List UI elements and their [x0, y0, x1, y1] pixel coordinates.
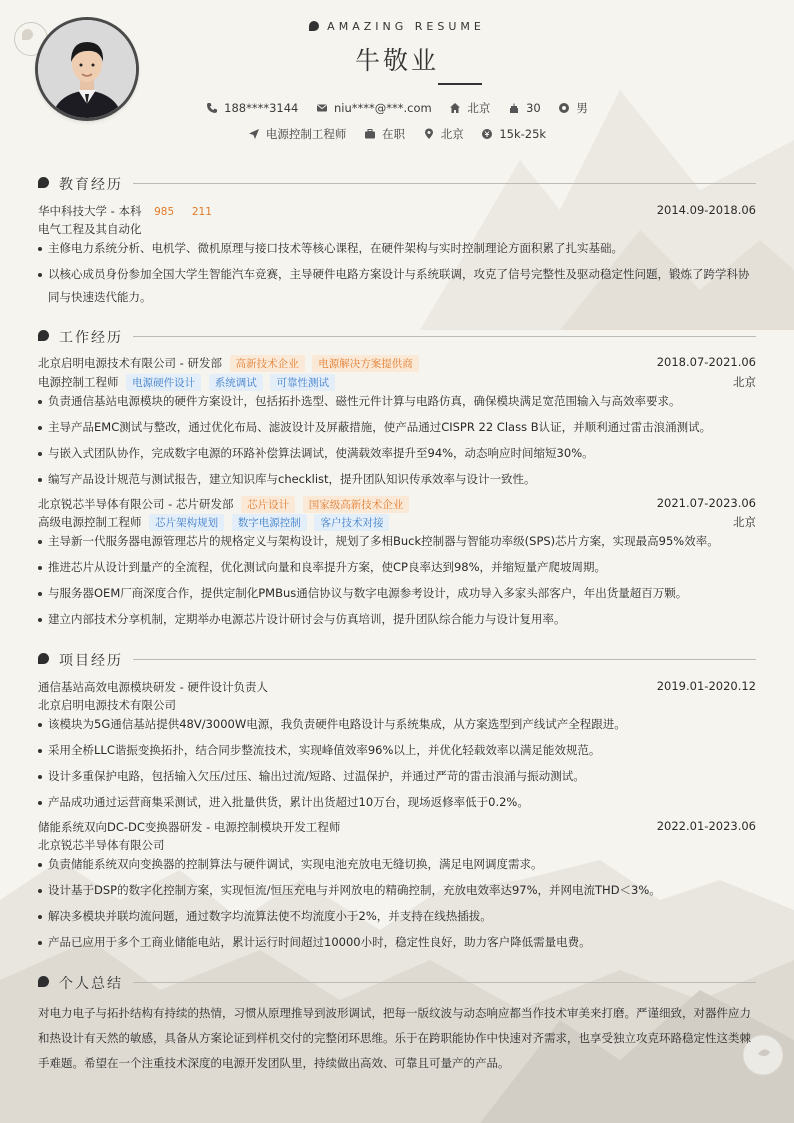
section-leaf-icon: [38, 330, 49, 341]
contact-email: niu****@***.com: [316, 101, 432, 115]
list-item: 主导产品EMC测试与整改，通过优化布局、滤波设计及屏蔽措施，使产品通过CISPR 22 Class B认证，并顺利通过雷击浪涌测试。: [38, 416, 758, 439]
section-leaf-icon: [38, 653, 49, 664]
briefcase-icon: [364, 128, 376, 140]
work-title-row: [38, 514, 756, 531]
contact-phone: 188****3144: [206, 101, 298, 115]
list-item: 产品已应用于多个工商业储能电站，累计运行时间超过10000小时，稳定性良好，助力客户降低需量电费。: [38, 931, 758, 954]
work-company-header: [38, 355, 756, 372]
list-item: 负责储能系统双向变换器的控制算法与硬件调试，实现电池充放电无缝切换，满足电网调度需求。: [38, 853, 758, 876]
project-company: 北京锐芯半导体有限公司: [38, 838, 165, 852]
project-company: 北京启明电源技术有限公司: [38, 698, 176, 712]
job-title: 电源控制工程师: [38, 375, 119, 389]
school-tag: 985: [154, 206, 175, 218]
skill-tag: 可靠性测试: [270, 374, 335, 391]
section-divider: [133, 183, 756, 184]
list-item: 与服务器OEM厂商深度合作，提供定制化PMBus通信协议与数字电源参考设计，成功导入多家头部客户，年出货量超百万颗。: [38, 582, 758, 605]
name-underline: [438, 83, 482, 85]
company-name: 北京启明电源技术有限公司 - 研发部: [38, 356, 222, 370]
list-item: 主导新一代服务器电源管理芯片的规格定义与架构设计，规划了多相Buck控制器与智能功率级(SPS)芯片方案，实现最高95%效率。: [38, 530, 758, 553]
project-date: 2019.01-2020.12: [656, 679, 756, 693]
contact-home: 北京: [449, 100, 490, 116]
section-divider: [133, 659, 756, 660]
list-item: 该模块为5G通信基站提供48V/3000W电源，我负责硬件电路设计与系统集成，从方案选型到产线试产全程跟进。: [38, 713, 758, 736]
section-title: 教育经历: [59, 177, 123, 193]
brand-tagline: [0, 20, 794, 33]
intent-status: 在职: [364, 126, 405, 142]
section-title: 工作经历: [59, 330, 123, 346]
education-date: 2014.09-2018.06: [656, 203, 756, 217]
list-item: 负责通信基站电源模块的硬件方案设计，包括拓扑选型、磁性元件计算与电路仿真，确保模块满足宽范围输入与高效率要求。: [38, 390, 758, 413]
candidate-name: 牛敬业: [354, 46, 439, 75]
list-item: 编写产品设计规范与测试报告，建立知识库与checklist，提升团队知识传承效率与设计一致性。: [38, 468, 758, 491]
contact-row: [0, 100, 794, 116]
list-item: 以核心成员身份参加全国大学生智能汽车竞赛，主导硬件电路方案设计与系统联调，攻克了信号完整性及驱动稳定性问题，锻炼了跨学科协同与快速迭代能力。: [38, 263, 758, 309]
list-item: 推进芯片从设计到量产的全流程，优化测试向量和良率提升方案，使CP良率达到98%，并缩短量产爬坡周期。: [38, 556, 758, 579]
section-divider: [133, 336, 756, 337]
skill-tag: 数字电源控制: [232, 514, 307, 531]
school-tag: 211: [191, 206, 212, 218]
company-tag: 高新技术企业: [230, 355, 305, 372]
list-item: 产品成功通过运营商集采测试，进入批量供货，累计出货超过10万台，现场返修率低于0.2%。: [38, 791, 758, 814]
education-header: [38, 203, 756, 219]
company-name: 北京锐芯半导体有限公司 - 芯片研发部: [38, 497, 234, 511]
salary-icon: [481, 128, 493, 140]
skill-tag: 电源硬件设计: [126, 374, 201, 391]
location-pin-icon: [423, 128, 435, 140]
list-item: 设计基于DSP的数字化控制方案，实现恒流/恒压充电与并网放电的精确控制，充放电效率达97%，并网电流THD＜3%。: [38, 879, 758, 902]
section-leaf-icon: [38, 976, 49, 987]
project-header: [38, 819, 756, 835]
company-tag: 电源解决方案提供商: [312, 355, 419, 372]
section-projects: [38, 650, 756, 668]
education-major: 电气工程及其自动化: [38, 222, 142, 236]
intent-city: 北京: [423, 126, 464, 142]
intent-salary: 15k-25k: [481, 127, 546, 141]
list-item: 采用全桥LLC谐振变换拓扑，结合同步整流技术，实现峰值效率96%以上，并优化轻载效率以满足能效规范。: [38, 739, 758, 762]
brand-leaf-icon: [309, 21, 319, 31]
list-item: 主修电力系统分析、电机学、微机原理与接口技术等核心课程，在硬件架构与实时控制理论方面积累了扎实基础。: [38, 237, 758, 260]
send-icon: [248, 128, 260, 140]
intent-position: 电源控制工程师: [248, 126, 347, 142]
project-name: 通信基站高效电源模块研发 - 硬件设计负责人: [38, 680, 268, 694]
home-icon: [449, 102, 461, 114]
skill-tag: 客户技术对接: [314, 514, 389, 531]
cake-icon: [508, 102, 520, 114]
mail-icon: [316, 102, 328, 114]
skill-tag: 芯片架构规划: [149, 514, 224, 531]
company-tag: 芯片设计: [241, 496, 295, 513]
skill-tag: 系统调试: [209, 374, 263, 391]
section-title: 项目经历: [59, 653, 123, 669]
work-company-header: [38, 496, 756, 513]
section-summary: [38, 973, 756, 991]
summary-text: 对电力电子与拓扑结构有持续的热情，习惯从原理推导到波形调试，把每一版纹波与动态响应都当作技术审美来打磨。严谨细致，对器件应力和热设计有天然的敏感，具备从方案论证到样机交付的完整闭环思维。乐于在跨职能协作中快速对齐需求，也享受独立攻克环路稳定性这类棘手难题。希望在一个注重技术深度的电源开发团队里，持续做出高效、可靠且可量产的产品。: [38, 1006, 751, 1070]
list-item: 设计多重保护电路，包括输入欠压/过压、输出过流/短路、过温保护，并通过严苛的雷击浪涌与振动测试。: [38, 765, 758, 788]
work-date: 2021.07-2023.06: [656, 496, 756, 510]
brand-text: AMAZING RESUME: [327, 20, 485, 33]
section-leaf-icon: [38, 177, 49, 188]
section-work: [38, 327, 756, 345]
list-item: 解决多模块并联均流问题，通过数字均流算法使不均流度小于2%，并支持在线热插拔。: [38, 905, 758, 928]
work-location: 北京: [733, 515, 756, 529]
job-intent-row: [0, 126, 794, 142]
project-header: [38, 679, 756, 695]
section-divider: [133, 982, 756, 983]
contact-gender: 男: [558, 100, 588, 116]
list-item: 建立内部技术分享机制，定期举办电源芯片设计研讨会与仿真培训，提升团队综合能力与设计复用率。: [38, 608, 758, 631]
company-tag: 国家级高新技术企业: [303, 496, 410, 513]
job-title: 高级电源控制工程师: [38, 515, 142, 529]
gender-icon: [558, 102, 570, 114]
section-title: 个人总结: [59, 976, 123, 992]
work-location: 北京: [733, 375, 756, 389]
project-date: 2022.01-2023.06: [656, 819, 756, 833]
school-name: 华中科技大学 - 本科: [38, 204, 142, 218]
work-title-row: [38, 374, 756, 391]
list-item: 与嵌入式团队协作，完成数字电源的环路补偿算法调试，使满载效率提升至94%，动态响应时间缩短30%。: [38, 442, 758, 465]
phone-icon: [206, 102, 218, 114]
section-education: [38, 174, 756, 192]
work-date: 2018.07-2021.06: [656, 355, 756, 369]
project-name: 储能系统双向DC-DC变换器研发 - 电源控制模块开发工程师: [38, 820, 341, 834]
contact-age: 30: [508, 101, 541, 115]
